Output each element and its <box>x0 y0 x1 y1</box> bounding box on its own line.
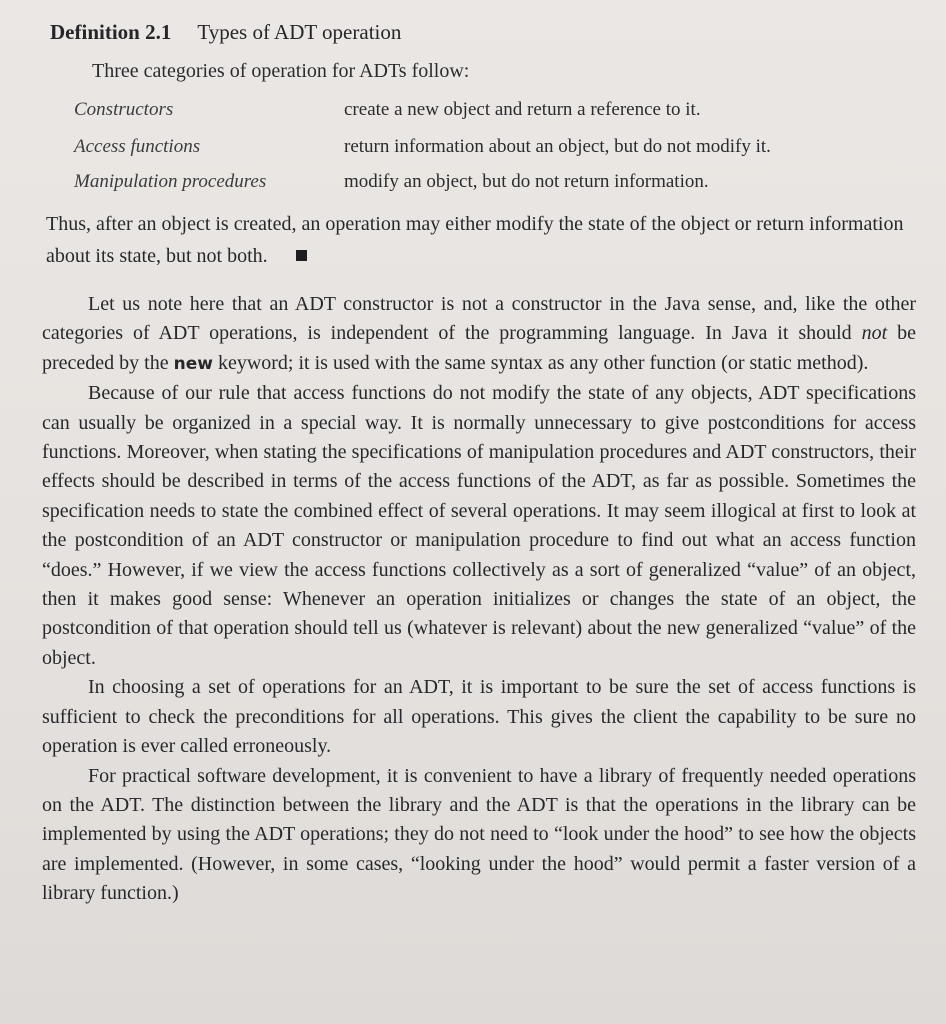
body-text <box>42 290 916 909</box>
paragraph-1-text-a: Let us note here that an ADT constructor is not a constructor in the Java sense, and, like the other categories of ADT operations, is independent of the programming language. In Java it should <box>42 293 916 345</box>
definition-intro: Three categories of operation for ADTs follow: <box>92 60 470 82</box>
paragraph-1-text-b: be preceded by the <box>42 322 916 374</box>
category-description: return information about an object, but do not modify it. <box>344 136 771 157</box>
paragraph-3: In choosing a set of operations for an ADT, it is important to be sure the set of access functions is sufficient to check the preconditions for all operations. This gives the client the capability to be sure no operation is ever called erroneously. <box>42 676 916 758</box>
definition-heading <box>50 20 401 45</box>
category-term: Manipulation procedures <box>74 171 267 192</box>
category-row-manipulation-procedures <box>0 171 946 201</box>
definition-title: Types of ADT operation <box>197 20 402 44</box>
category-row-constructors <box>0 99 946 129</box>
summary-text: Thus, after an object is created, an operation may either modify the state of the object or return information about its state, but not both. <box>46 213 904 267</box>
paragraph-1-text-c: keyword; it is used with the same syntax as any other function (or static method). <box>212 351 869 374</box>
emphasis-not: not <box>861 322 888 345</box>
category-description: modify an object, but do not return information. <box>344 171 709 192</box>
end-of-definition-mark <box>296 250 307 261</box>
paragraph-1 <box>42 290 916 379</box>
paragraph-4: For practical software development, it is convenient to have a library of frequently needed operations on the ADT. The distinction between the library and the ADT is that the operations in the library can be implemented by using the ADT operations; they do not need to “look under the hood” to see how the objects are implemented. (However, in some cases, “looking under the hood” would permit a faster version of a library function.) <box>42 764 916 905</box>
paragraph-2: Because of our rule that access functions do not modify the state of any objects, ADT specifications can usually be organized in a special way. It is normally unnecessary to give postconditions for access functions. Moreover, when stating the specifications of manipulation procedures and ADT constructors, their effects should be described in terms of the access functions of the ADT, as far as possible. Sometimes the specification needs to state the combined effect of several operations. It may seem illogical at first to look at the postcondition of an ADT constructor or manipulation procedure to find out what an access function “does.” However, if we view the access functions collectively as a sort of generalized “value” of an object, then it makes good sense: Whenever an operation initializes or changes the state of an object, the postcondition of that operation should tell us (whatever is relevant) about the new generalized “value” of the object. <box>42 382 916 669</box>
category-term: Access functions <box>74 136 201 157</box>
category-row-access-functions <box>0 136 946 166</box>
keyword-new: new <box>173 353 213 374</box>
category-description: create a new object and return a reference to it. <box>344 99 701 120</box>
category-term: Constructors <box>74 99 174 120</box>
definition-summary <box>46 208 908 272</box>
definition-label: Definition 2.1 <box>50 20 172 44</box>
